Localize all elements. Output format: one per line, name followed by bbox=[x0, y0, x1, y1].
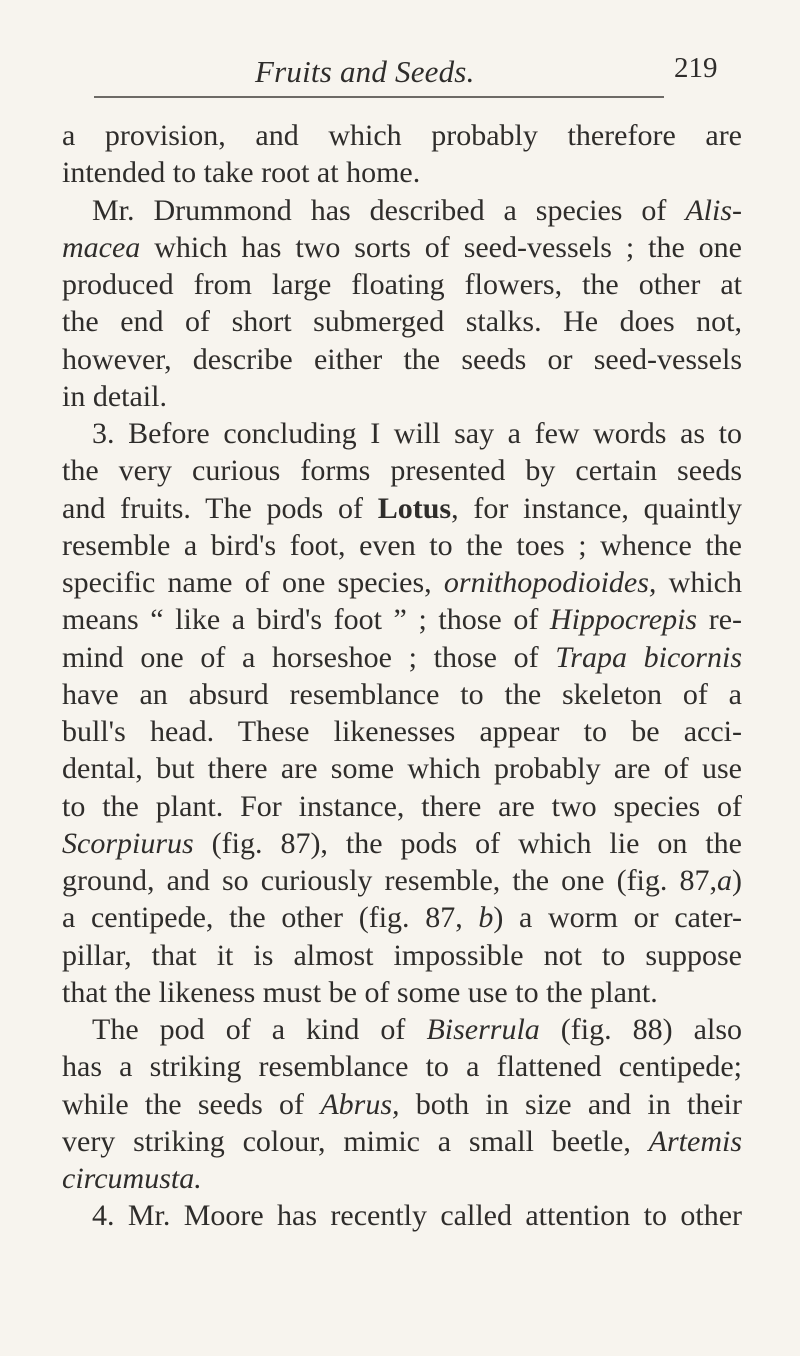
italic-text: Abrus, bbox=[320, 1087, 400, 1121]
text-line bbox=[62, 676, 742, 713]
text-line bbox=[62, 862, 742, 899]
text-line bbox=[62, 639, 742, 676]
text-line bbox=[62, 266, 742, 303]
text-run: that the likeness must be of some use to the plant. bbox=[62, 975, 658, 1009]
text-line bbox=[62, 303, 742, 340]
text-run: pillar, that it is almost impossible not to suppose bbox=[62, 938, 742, 972]
text-run: a provision, and which probably therefore are bbox=[62, 119, 742, 152]
text-run: The pod of a kind of bbox=[92, 1013, 427, 1046]
text-line bbox=[62, 117, 742, 154]
text-run: means “ like a bird's foot ” ; those of bbox=[62, 603, 550, 637]
text-run: which has two sorts of seed-vessels ; the one bbox=[140, 230, 742, 264]
text-line bbox=[62, 1160, 742, 1197]
text-line bbox=[62, 154, 742, 191]
text-line bbox=[62, 974, 742, 1011]
text-line bbox=[62, 527, 742, 564]
header-rule bbox=[94, 96, 664, 98]
text-run: mind one of a horseshoe ; those of bbox=[62, 640, 556, 674]
text-run: resemble a bird's foot, even to the toes ; whence the bbox=[62, 528, 742, 562]
text-run: Lotus bbox=[377, 491, 452, 525]
italic-text: a bbox=[717, 864, 732, 897]
text-run: the end of short submerged stalks. He does not, bbox=[62, 305, 742, 339]
text-line bbox=[62, 825, 742, 862]
text-run: has a striking resemblance to a flattened centipede; bbox=[62, 1050, 742, 1084]
text-line bbox=[62, 1123, 742, 1160]
running-head-title: Fruits and Seeds. bbox=[255, 54, 475, 89]
italic-text: ornithopodioides, bbox=[443, 566, 657, 599]
italic-text: Scorpiurus bbox=[62, 826, 194, 860]
text-run: both in size and in their bbox=[399, 1087, 742, 1121]
italic-text: Biserrula bbox=[426, 1013, 540, 1046]
text-line bbox=[62, 788, 742, 825]
text-run: (fig. 87), the pods of which lie on the bbox=[193, 826, 742, 860]
page-number: 219 bbox=[674, 52, 718, 84]
text-line bbox=[62, 1197, 742, 1234]
text-run: intended to take root at home. bbox=[62, 156, 421, 190]
text-run: (fig. 88) also bbox=[539, 1013, 742, 1046]
text-run: produced from large floating flowers, the other at bbox=[62, 268, 742, 301]
text-line bbox=[62, 452, 742, 489]
text-run: a centipede, the other (fig. 87, bbox=[62, 901, 479, 935]
text-run: 3. Before concluding I will say a few words as to bbox=[92, 417, 742, 450]
text-run: however, describe either the seeds or seed-vessels bbox=[62, 342, 742, 376]
text-run: bull's head. These likenesses appear to be acci- bbox=[62, 715, 742, 748]
text-line bbox=[62, 341, 742, 378]
italic-text: circumusta. bbox=[62, 1162, 202, 1195]
text-line bbox=[62, 899, 742, 936]
text-line bbox=[62, 1011, 742, 1048]
text-line bbox=[62, 750, 742, 787]
text-run: ) a worm or cater- bbox=[493, 901, 742, 935]
text-line bbox=[62, 490, 742, 527]
italic-text: Hippocrepis bbox=[549, 603, 698, 637]
text-line bbox=[62, 1048, 742, 1085]
text-line bbox=[62, 378, 742, 415]
text-run: which bbox=[656, 566, 742, 599]
text-line bbox=[62, 229, 742, 266]
text-run: in detail. bbox=[62, 379, 167, 413]
body-text bbox=[62, 117, 742, 1235]
text-line bbox=[62, 415, 742, 452]
text-run: , for instance, quaintly bbox=[451, 491, 743, 525]
text-run: and fruits. The pods of bbox=[62, 491, 378, 525]
text-run: Mr. Drummond has described a species of bbox=[92, 193, 686, 227]
italic-text: Trapa bicornis bbox=[555, 640, 742, 674]
text-run: 4. Mr. Moore has recently called attention to other bbox=[92, 1199, 742, 1233]
text-run: very striking colour, mimic a small beetle, bbox=[62, 1124, 649, 1158]
text-run: to the plant. For instance, there are two species of bbox=[62, 789, 742, 823]
text-run: have an absurd resemblance to the skeleton of a bbox=[62, 677, 742, 711]
text-line bbox=[62, 1086, 742, 1123]
italic-text: Artemis bbox=[648, 1124, 742, 1158]
text-run: dental, but there are some which probably are of use bbox=[62, 752, 742, 786]
text-run: the very curious forms presented by certain seeds bbox=[62, 454, 742, 488]
text-run: re- bbox=[697, 603, 743, 637]
text-line bbox=[62, 192, 742, 229]
italic-text: b bbox=[478, 901, 494, 935]
italic-text: Alis- bbox=[685, 193, 742, 227]
text-line bbox=[62, 601, 742, 638]
text-run: ground, and so curiously resemble, the one (fig. 87, bbox=[62, 864, 717, 897]
text-line bbox=[62, 937, 742, 974]
text-run: specific name of one species, bbox=[62, 566, 444, 599]
text-run: ) bbox=[732, 864, 742, 897]
text-run: while the seeds of bbox=[62, 1087, 321, 1121]
text-line bbox=[62, 564, 742, 601]
text-line bbox=[62, 713, 742, 750]
italic-text: macea bbox=[62, 230, 141, 264]
